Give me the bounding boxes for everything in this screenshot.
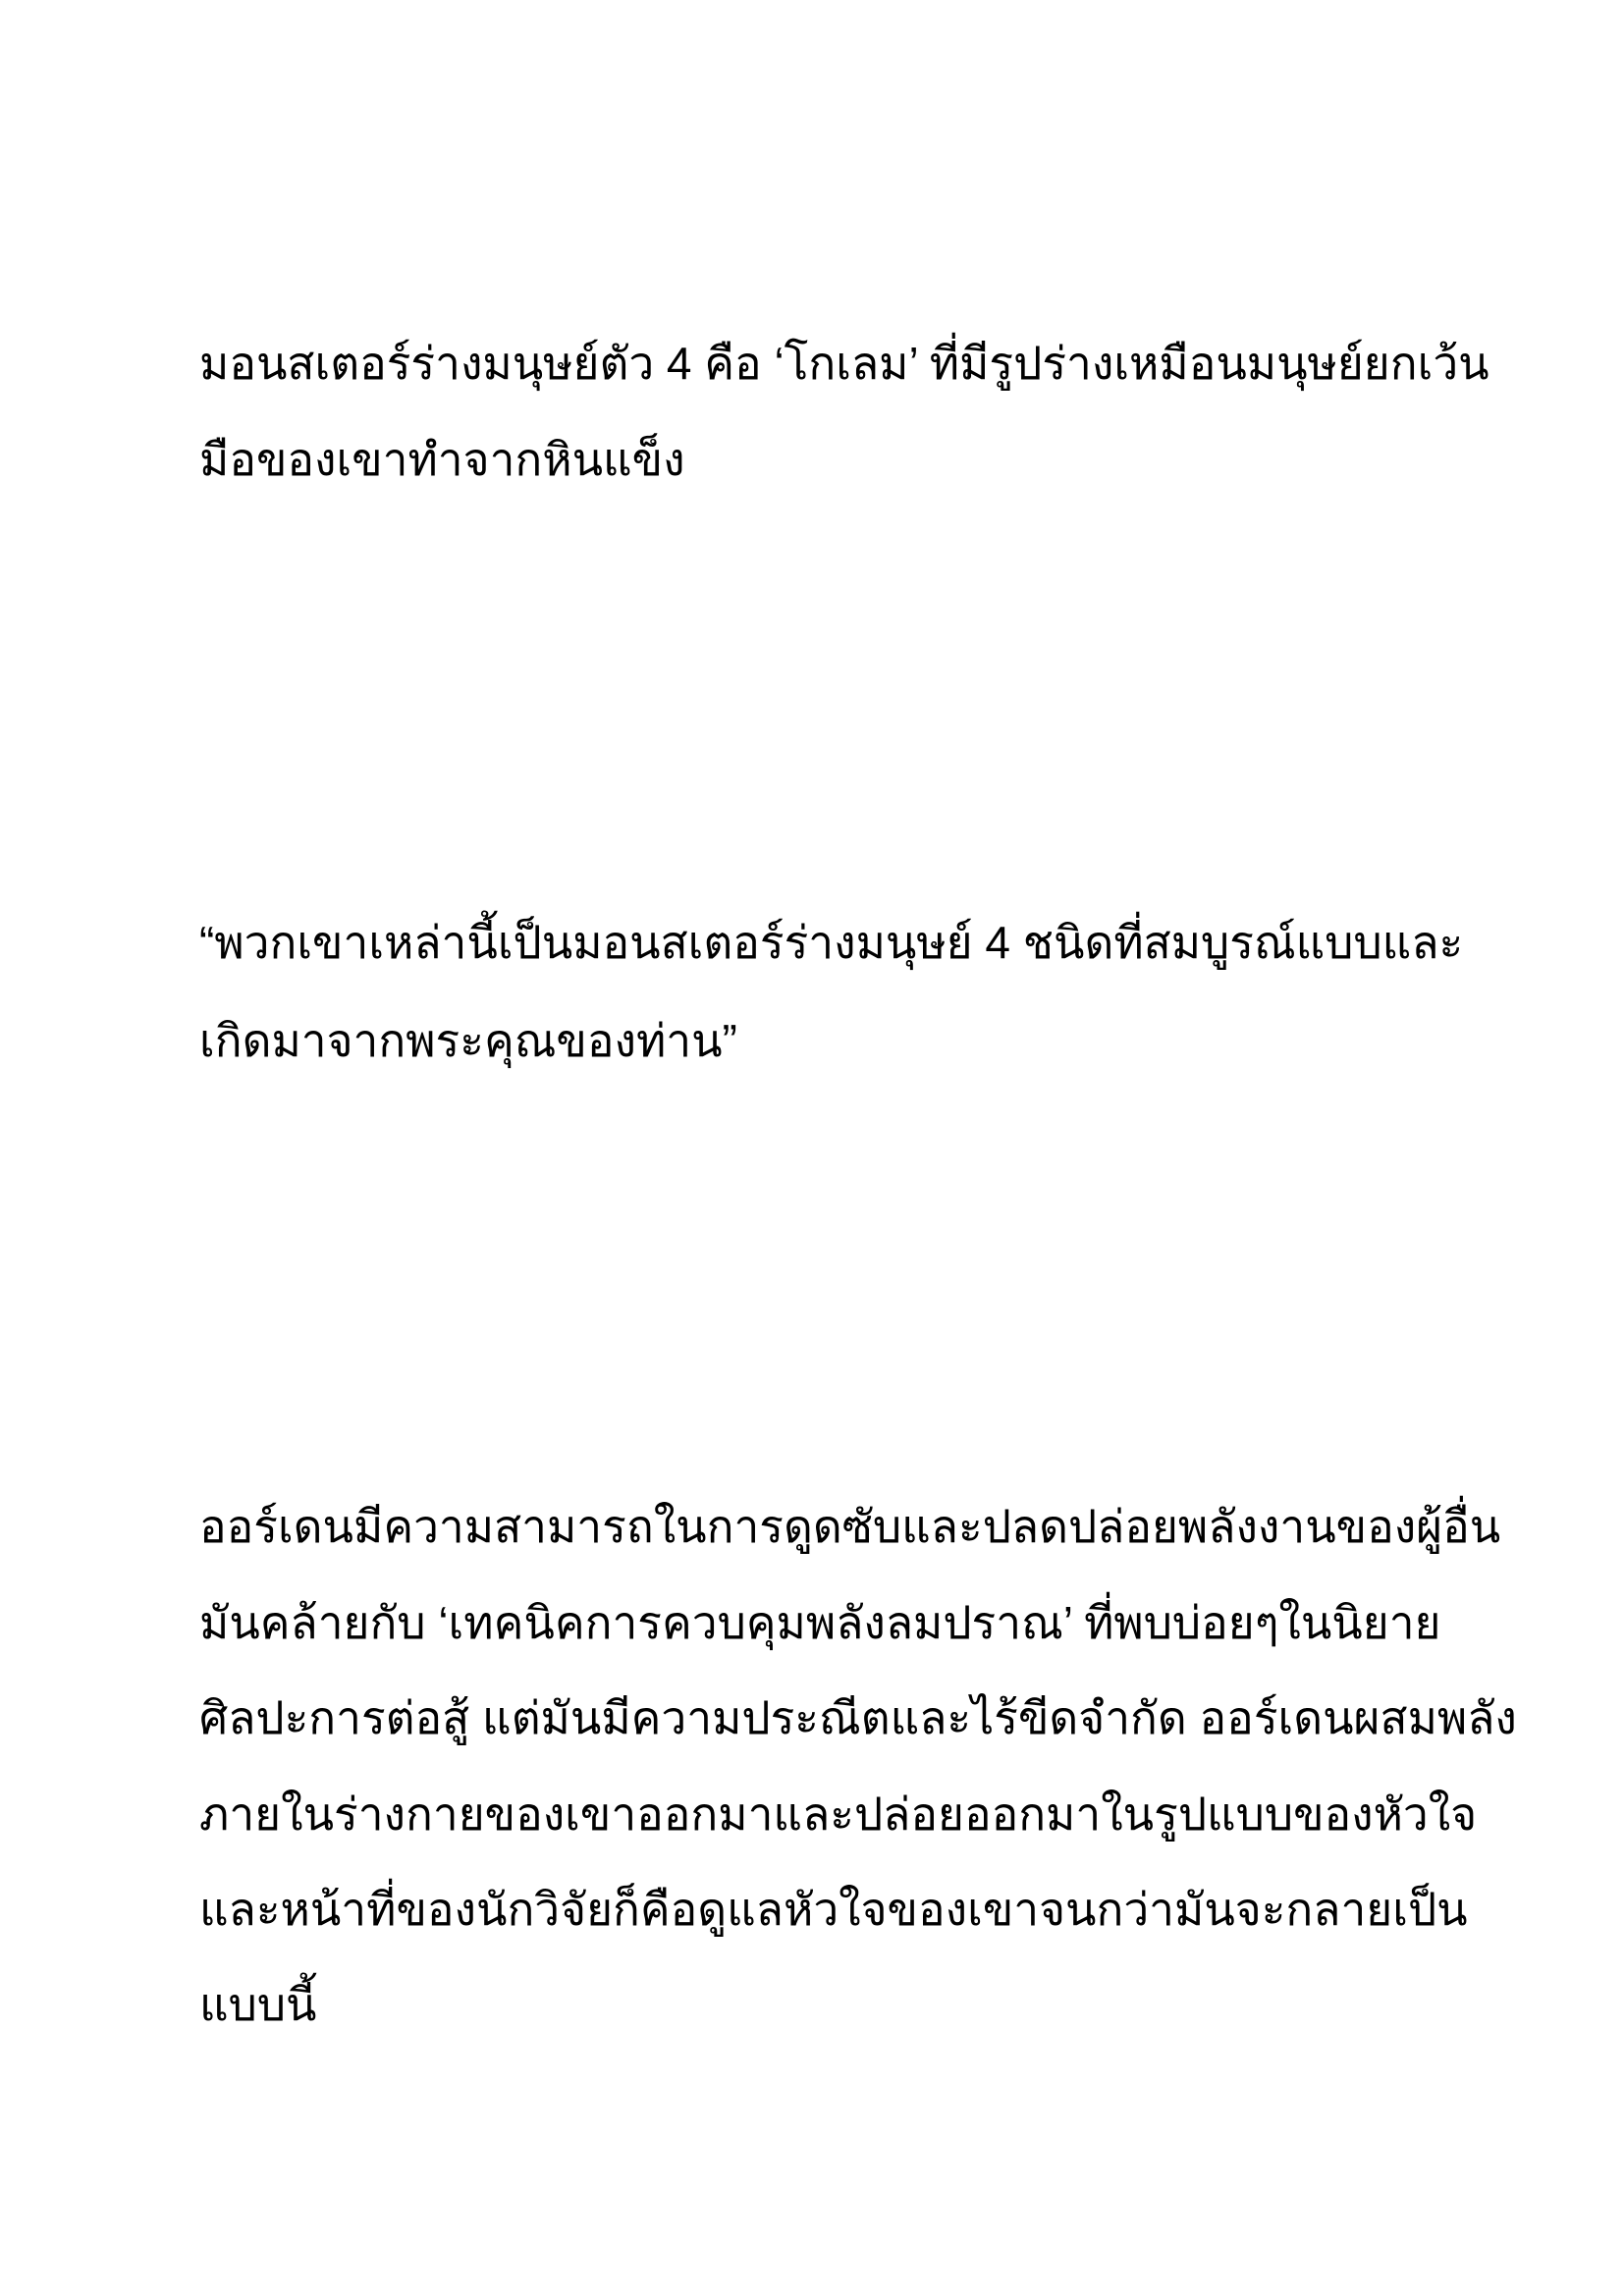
paragraph-line: “พวกเขาเหล่านี้เป็นมอนสเตอร์ร่างมนุษย์ 4 ชนิดที่สมบูรณ์แบบและ <box>199 917 1464 968</box>
paragraph-line: มือของเขาทำจากหินแข็ง <box>199 434 685 485</box>
paragraph-line: และหน้าที่ของนักวิจัยก็คือดูแลหัวใจของเขาจนกว่ามันจะกลายเป็น <box>199 1884 1468 1935</box>
paragraph-line: ออร์เดนมีความสามารถในการดูดซับและปลดปล่อยพลังงานของผู้อื่น <box>199 1501 1501 1552</box>
paragraph-line: แบบนี้ <box>199 1979 317 2030</box>
paragraph-line: มอนสเตอร์ร่างมนุษย์ตัว 4 คือ ‘โกเลม’ ที่มีรูปร่างเหมือนมนุษย์ยกเว้น <box>199 338 1489 389</box>
paragraph-line: มันคล้ายกับ ‘เทคนิคการควบคุมพลังลมปราณ’ ที่พบบ่อยๆในนิยาย <box>199 1597 1441 1648</box>
paragraph-line: ศิลปะการต่อสู้ แต่มันมีความประณีตและไร้ขีดจำกัด ออร์เดนผสมพลัง <box>199 1692 1517 1743</box>
paragraph-line: ภายในร่างกายของเขาออกมาและปล่อยออกมาในรูปแบบของหัวใจ <box>199 1789 1478 1840</box>
paragraph-line: เกิดมาจากพระคุณของท่าน” <box>199 1015 737 1066</box>
